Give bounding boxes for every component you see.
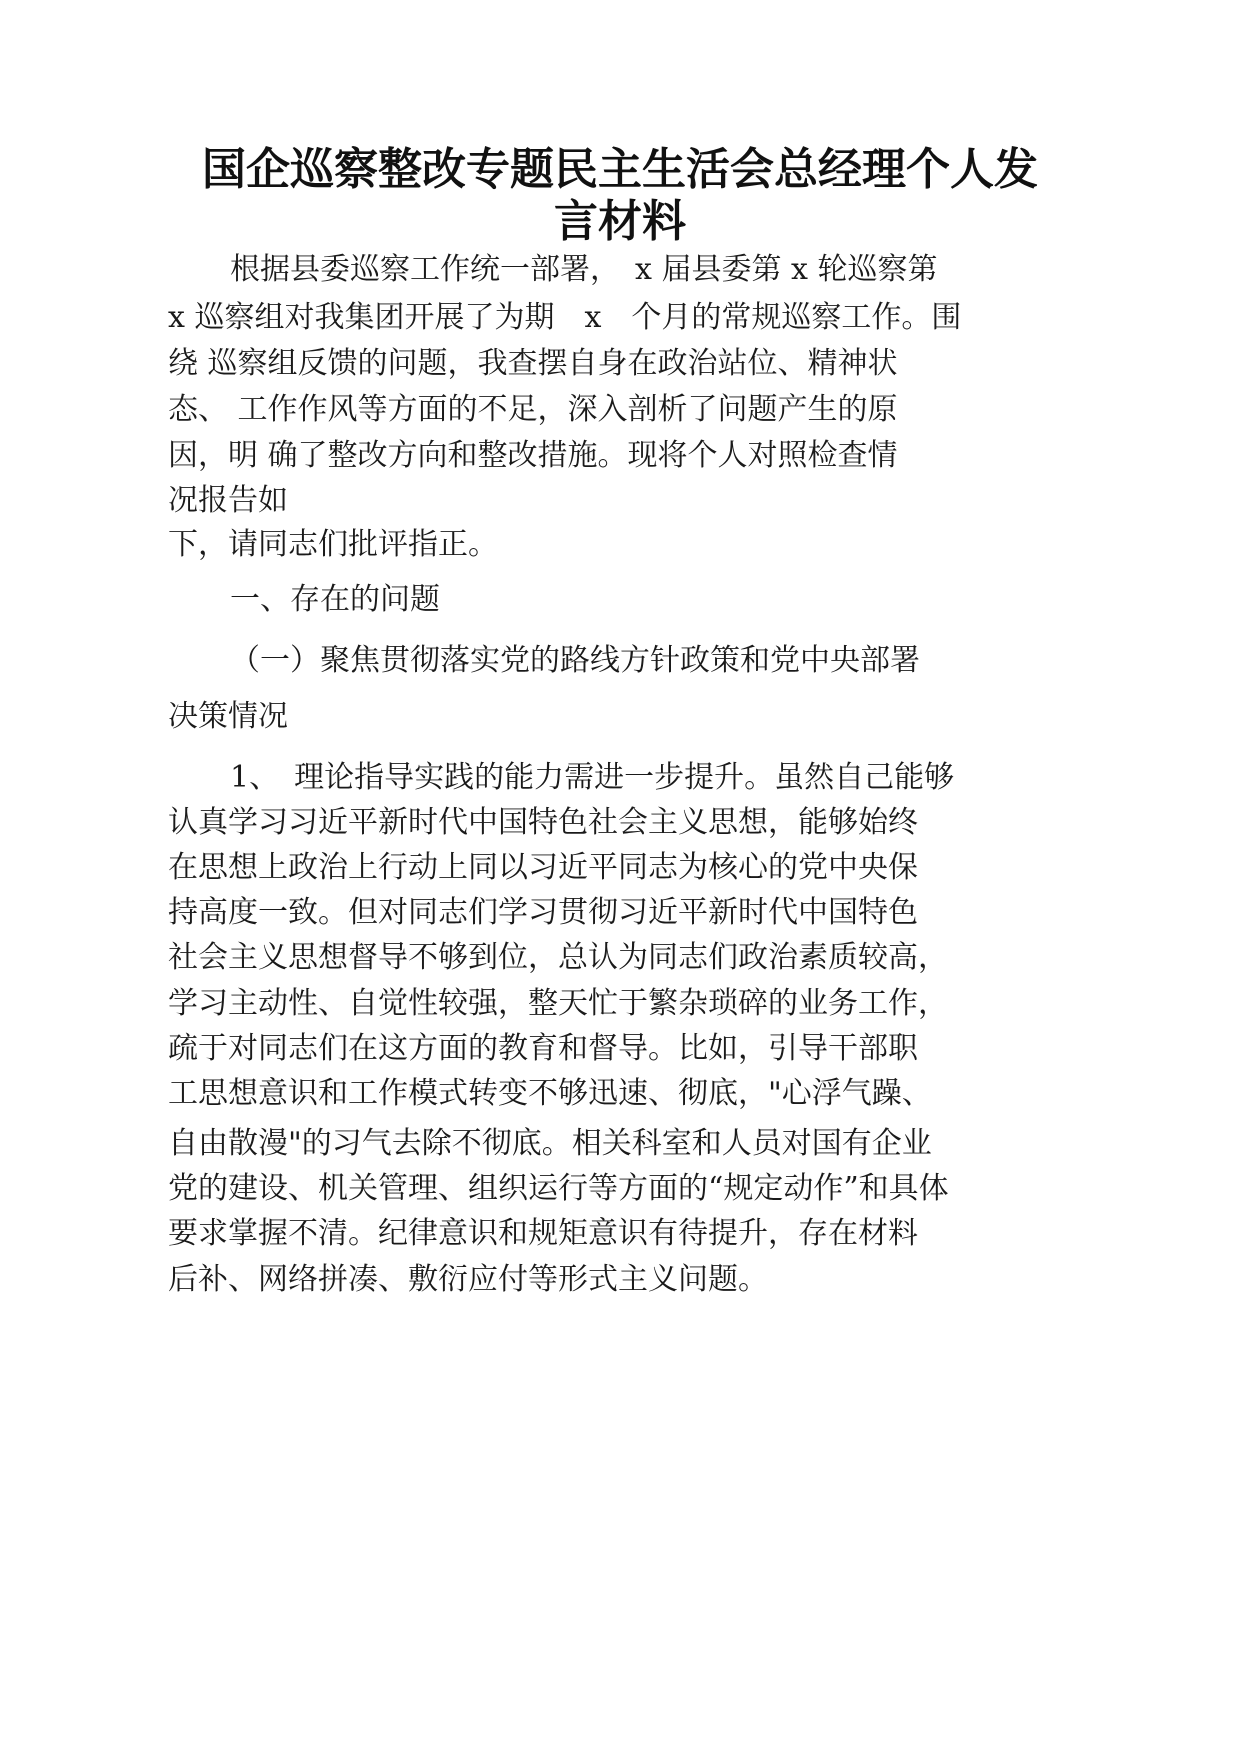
body-line: 况报告如: [168, 483, 288, 518]
document-title-line-1: 国企巡察整改专题民主生活会总经理个人发: [202, 144, 1038, 195]
body-line: 下，请同志们批评指正。: [168, 527, 498, 562]
body-line: 在思想上政治上行动上同以习近平同志为核心的党中央保: [168, 850, 918, 885]
body-line: 态、 工作作风等方面的不足，深入剖析了问题产生的原: [168, 392, 898, 427]
body-line: 绕 巡察组反馈的问题，我查摆自身在政治站位、精神状: [168, 346, 898, 381]
body-line: 党的建设、机关管理、组织运行等方面的“规定动作”和具体: [168, 1171, 949, 1206]
body-line: 自由散漫"的习气去除不彻底。相关科室和人员对国有企业: [168, 1126, 932, 1161]
body-line: 因，明 确了整改方向和整改措施。现将个人对照检查情: [168, 438, 898, 473]
body-line: x 巡察组对我集团开展了为期 x 个月的常规巡察工作。围: [168, 300, 962, 335]
body-line: 工思想意识和工作模式转变不够迅速、彻底，"心浮气躁、: [168, 1076, 932, 1111]
section-heading: 一、存在的问题: [230, 582, 440, 617]
document-title-line-2: 言材料: [554, 196, 686, 247]
body-line: 根据县委巡察工作统一部署， x 届县委第 x 轮巡察第: [230, 252, 938, 287]
body-line: 疏于对同志们在这方面的教育和督导。比如，引导干部职: [168, 1031, 918, 1066]
subsection-heading: 决策情况: [168, 699, 288, 734]
subsection-heading: （一）聚焦贯彻落实党的路线方针政策和党中央部署: [230, 643, 920, 678]
body-line: 1、 理论指导实践的能力需进一步提升。虽然自己能够: [230, 760, 955, 795]
body-line: 后补、网络拼凑、敷衍应付等形式主义问题。: [168, 1262, 768, 1297]
body-line: 要求掌握不清。纪律意识和规矩意识有待提升，存在材料: [168, 1216, 918, 1251]
body-line: 社会主义思想督导不够到位，总认为同志们政治素质较高，: [168, 940, 948, 975]
body-line: 学习主动性、自觉性较强，整天忙于繁杂琐碎的业务工作，: [168, 986, 948, 1021]
body-line: 持高度一致。但对同志们学习贯彻习近平新时代中国特色: [168, 895, 918, 930]
body-line: 认真学习习近平新时代中国特色社会主义思想，能够始终: [168, 805, 918, 840]
